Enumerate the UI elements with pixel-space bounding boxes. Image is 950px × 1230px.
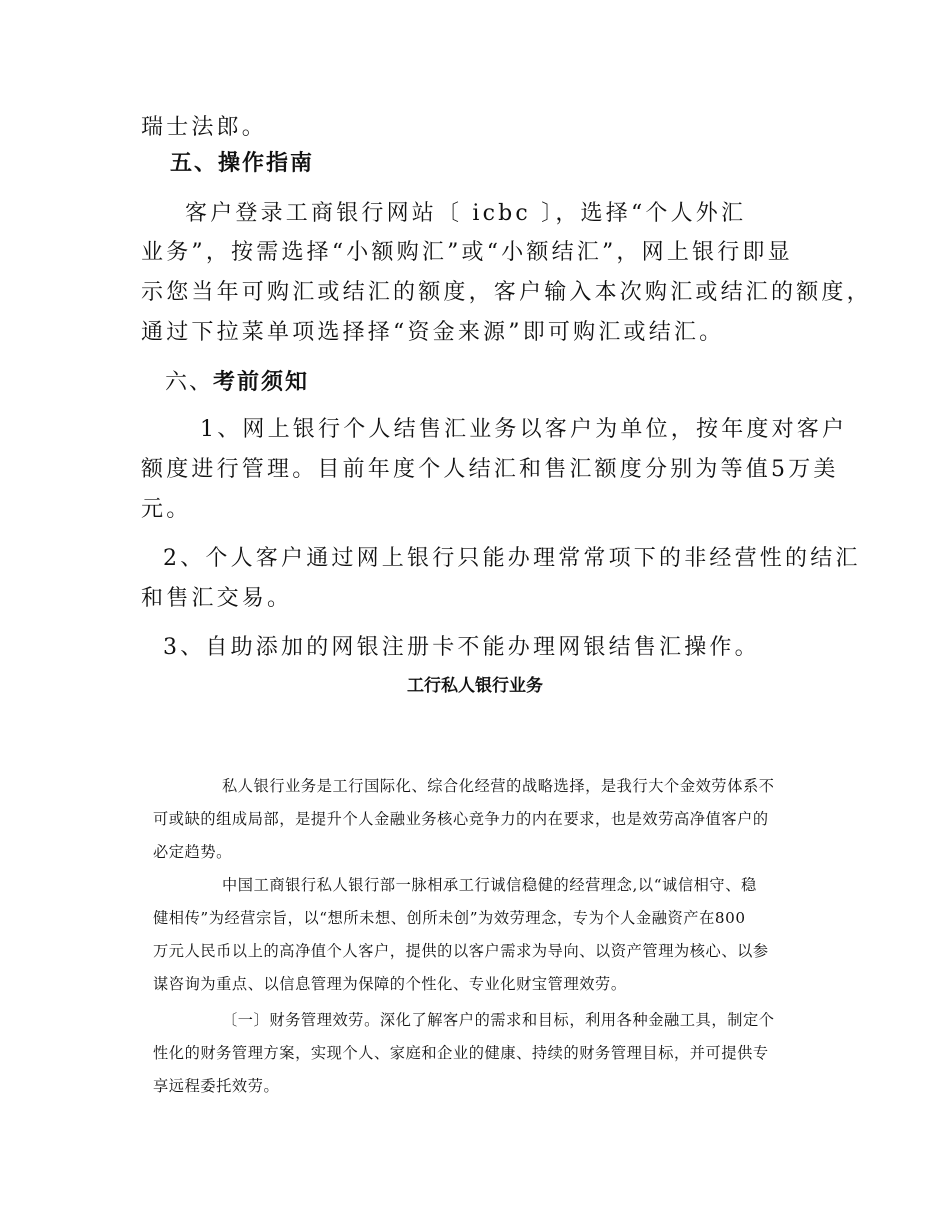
section-five-line-1: 客户登录工商银行网站〔 icbc 〕，选择“个人外汇 [185, 201, 747, 226]
pb-para-3-line-2: 性化的财务管理方案，实现个人、家庭和企业的健康、持续的财务管理目标，并可提供专 [153, 1044, 769, 1062]
notice-item-1-line-1: 1、网上银行个人结售汇业务以客户为单位，按年度对客户 [200, 417, 848, 442]
notice-item-3: 3、自助添加的网银注册卡不能办理网银结售汇操作。 [163, 635, 760, 660]
pb-para-1-line-1: 私人银行业务是工行国际化、综合化经营的战略选择，是我行大个金效劳体系不 [222, 777, 775, 795]
pb-para-1-line-2: 可或缺的组成局部，是提升个人金融业务核心竞争力的内在要求，也是效劳高净值客户的 [153, 810, 769, 828]
previous-section-tail: 瑞士法郎。 [141, 115, 268, 140]
notice-item-1-line-3: 元。 [141, 497, 192, 522]
notice-item-2-line-2: 和售汇交易。 [141, 586, 293, 611]
section-six-heading-number: 六、 [165, 370, 214, 395]
pb-para-2-line-3: 万元人民币以上的高净值个人客户，提供的以客户需求为导向、以资产管理为核心、以参 [153, 942, 769, 960]
pb-para-3-line-3: 享远程委托效劳。 [153, 1077, 280, 1095]
private-banking-title: 工行私人银行业务 [407, 676, 543, 696]
section-five-line-3: 示您当年可购汇或结汇的额度，客户输入本次购汇或结汇的额度， [141, 280, 872, 305]
section-six-heading [165, 371, 309, 394]
pb-para-2-line-1: 中国工商银行私人银行部一脉相承工行诚信稳健的经营理念,以“诚信相守、稳 [222, 876, 757, 894]
notice-item-1-line-2: 额度进行管理。目前年度个人结汇和售汇额度分别为等值5万美 [141, 457, 839, 482]
pb-para-2-line-2: 健相传”为经营宗旨，以“想所未想、创所未创”为效劳理念，专为个人金融资产在800 [153, 909, 746, 927]
section-five-line-2: 业务”，按需选择“小额购汇”或“小额结汇”，网上银行即显 [141, 240, 793, 265]
section-five-line-4: 通过下拉菜单项选择择“资金来源”即可购汇或结汇。 [141, 320, 725, 345]
pb-para-2-line-4: 谋咨询为重点、以信息管理为保障的个性化、专业化财宝管理效劳。 [153, 975, 627, 993]
section-five-heading: 五、操作指南 [170, 150, 315, 176]
pb-para-3-line-1: 〔一〕财务管理效劳。深化了解客户的需求和目标，利用各种金融工具，制定个 [222, 1011, 775, 1029]
notice-item-2-line-1: 2、个人客户通过网上银行只能办理常常项下的非经营性的结汇 [163, 546, 861, 571]
section-six-heading-text: 考前须知 [213, 369, 310, 395]
pb-para-1-line-3: 必定趋势。 [153, 843, 232, 861]
